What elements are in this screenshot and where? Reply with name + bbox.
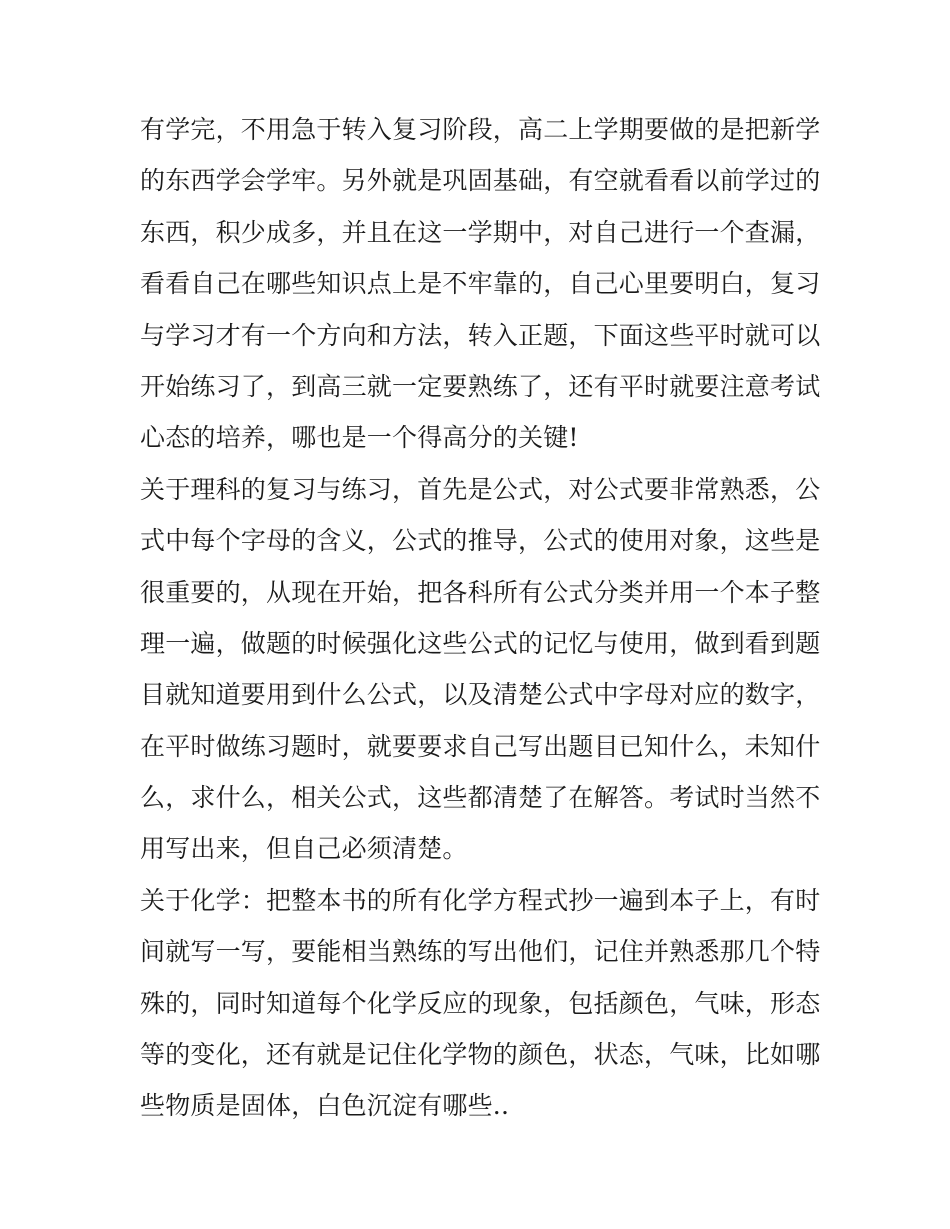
text-line: 看看自己在哪些知识点上是不牢靠的，自己心里要明白，复习 [140,269,821,299]
text-line: 些物质是固体，白色沉淀有哪些.. [140,1091,510,1121]
text-line: 开始练习了，到高三就一定要熟练了，还有平时就要注意考试 [140,371,821,401]
text-line: 的东西学会学牢。另外就是巩固基础，有空就看看以前学过的 [140,166,821,196]
text-line: 有学完，不用急于转入复习阶段，高二上学期要做的是把新学 [140,115,821,144]
text-line: 东西，积少成多，并且在这一学期中，对自己进行一个查漏， [140,217,821,247]
text-line: 等的变化，还有就是记住化学物的颜色，状态，气味，比如哪 [140,1040,821,1070]
text-line: 殊的，同时知道每个化学反应的现象，包括颜色，气味，形态 [140,988,821,1018]
text-line: 式中每个字母的含义，公式的推导，公式的使用对象，这些是 [140,526,821,556]
text-line: 目就知道要用到什么公式，以及清楚公式中字母对应的数字， [140,680,821,710]
text-line: 在平时做练习题时，就要要求自己写出题目已知什么，未知什 [140,731,821,761]
body-text [140,104,820,1132]
text-line: 么，求什么，相关公式，这些都清楚了在解答。考试时当然不 [140,783,821,813]
text-line: 心态的培养，哪也是一个得高分的关键! [140,423,579,453]
text-line: 与学习才有一个方向和方法，转入正题，下面这些平时就可以 [140,320,821,350]
text-line: 关于理科的复习与练习，首先是公式，对公式要非常熟悉，公 [140,474,821,504]
text-line: 关于化学：把整本书的所有化学方程式抄一遍到本子上，有时 [140,885,821,915]
text-line: 用写出来，但自己必须清楚。 [140,834,468,864]
text-line: 间就写一写，要能相当熟练的写出他们，记住并熟悉那几个特 [140,937,821,967]
text-line: 很重要的，从现在开始，把各科所有公式分类并用一个本子整 [140,577,821,607]
text-line: 理一遍，做题的时候强化这些公式的记忆与使用，做到看到题 [140,628,821,658]
